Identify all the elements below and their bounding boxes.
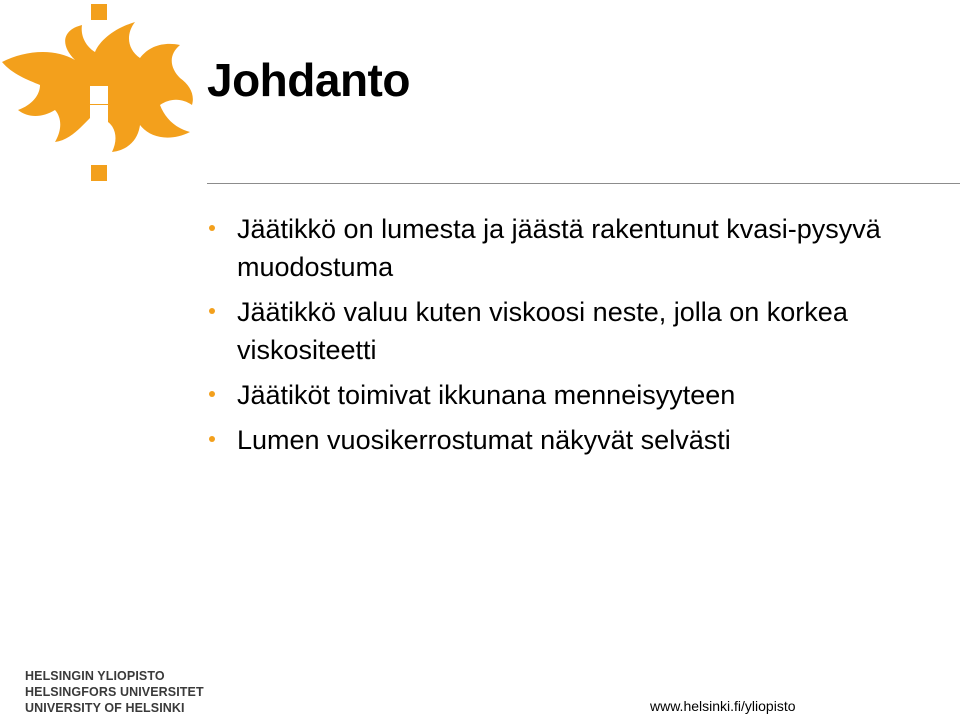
university-name-en: UNIVERSITY OF HELSINKI	[25, 701, 185, 715]
university-wordmark	[25, 668, 204, 716]
bullet-text: Jäätikkö on lumesta ja jäästä rakentunut kvasi-pysyvä muodostuma	[237, 214, 881, 282]
bullet-item	[207, 421, 947, 459]
bullet-dot-icon	[209, 225, 215, 231]
title-divider	[207, 183, 960, 184]
bullet-item	[207, 376, 947, 414]
bullet-dot-icon	[209, 308, 215, 314]
bullet-dot-icon	[209, 391, 215, 397]
bullet-text: Jäätiköt toimivat ikkunana menneisyyteen	[237, 380, 736, 410]
bullet-text: Lumen vuosikerrostumat näkyvät selvästi	[237, 425, 731, 455]
bullet-list	[207, 210, 947, 466]
footer-url: www.helsinki.fi/yliopisto	[650, 698, 796, 714]
bullet-item	[207, 293, 947, 369]
university-name-sv: HELSINGFORS UNIVERSITET	[25, 685, 204, 699]
bullet-item	[207, 210, 947, 286]
flame-logo-icon	[0, 0, 200, 190]
bullet-text: Jäätikkö valuu kuten viskoosi neste, jolla on korkea viskositeetti	[237, 297, 848, 365]
slide-title: Johdanto	[207, 54, 410, 106]
university-name-fi: HELSINGIN YLIOPISTO	[25, 669, 165, 683]
bullet-dot-icon	[209, 436, 215, 442]
